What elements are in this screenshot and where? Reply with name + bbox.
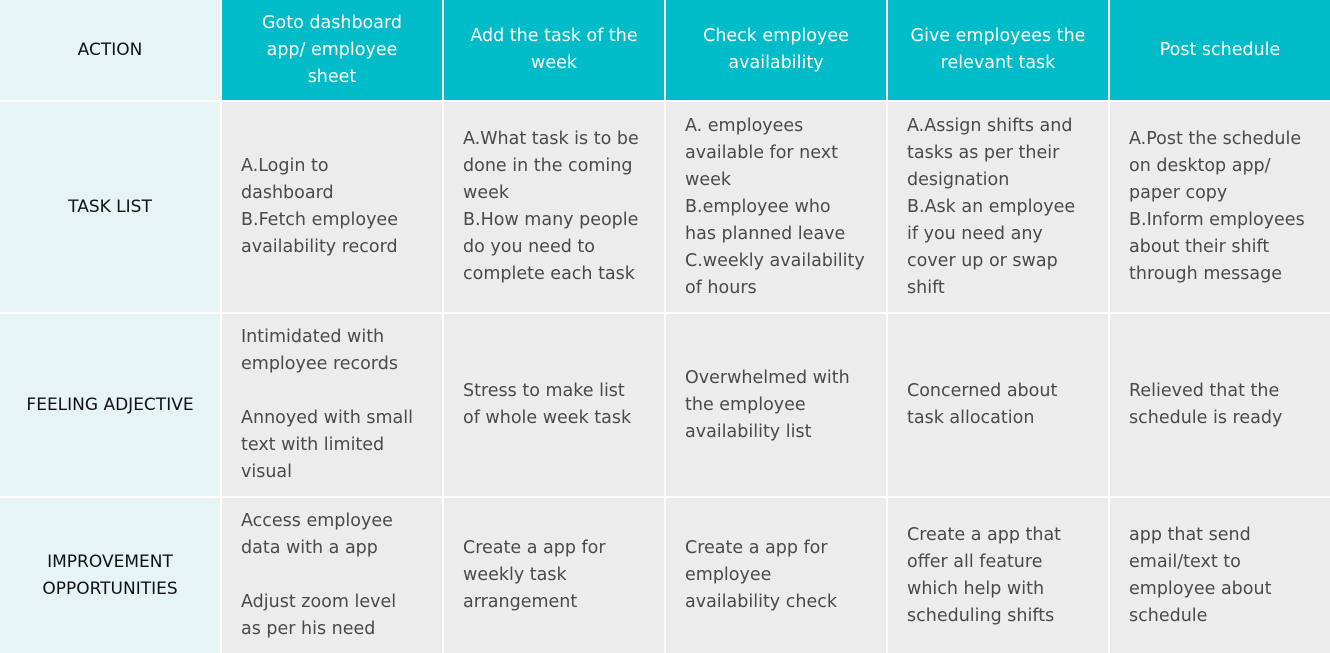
step-header-2: [444, 0, 664, 100]
step-header-line: relevant task: [940, 53, 1056, 73]
task-list-cell-2: [444, 102, 664, 312]
improvement-cell-2: [444, 498, 664, 653]
cell-line: paper copy: [1129, 183, 1228, 203]
feeling-cell-2: [444, 314, 664, 496]
row-label-action: [0, 0, 220, 100]
cell-line: tasks as per their: [907, 142, 1060, 163]
row-label-line: IMPROVEMENT: [47, 551, 173, 572]
step-header-line: Post schedule: [1159, 39, 1281, 60]
cell-line: weekly task: [463, 565, 567, 585]
row-label-line: FEELING ADJECTIVE: [26, 394, 194, 415]
step-header-line: app/ employee: [266, 39, 398, 60]
cell-line: the employee: [685, 394, 806, 415]
feeling-cell-4: [888, 314, 1108, 496]
cell-line: Create a app for: [463, 538, 606, 558]
step-header-line: Goto dashboard: [262, 12, 402, 33]
cell-line: Concerned about: [907, 381, 1058, 401]
cell-line: employee: [685, 565, 772, 585]
task-list-cell-1: [222, 102, 442, 312]
cell-line: A.Post the schedule: [1129, 129, 1302, 149]
cell-line: Intimidated with: [241, 327, 385, 347]
step-header-line: Add the task of the: [470, 26, 638, 46]
cell-line: B.Ask an employee: [907, 196, 1076, 217]
cell-line: through message: [1129, 264, 1282, 284]
cell-line: availability list: [685, 421, 812, 442]
cell-line: complete each task: [463, 264, 635, 284]
cell-line: Overwhelmed with: [685, 367, 850, 388]
cell-line: schedule is ready: [1129, 408, 1283, 428]
feeling-cell-1: [222, 314, 442, 496]
cell-line: Relieved that the: [1129, 381, 1280, 401]
cell-line: Create a app that: [907, 524, 1062, 545]
cell-line: employee records: [241, 354, 398, 374]
cell-line: Annoyed with small: [241, 408, 413, 428]
cell-line: B.Inform employees: [1129, 210, 1305, 230]
task-list-cell-3: [666, 102, 886, 312]
cell-line: available for next: [685, 142, 838, 163]
feeling-cell-5: [1110, 314, 1330, 496]
cell-line: app that send: [1129, 524, 1251, 545]
row-label-feeling-adjective: [0, 314, 220, 496]
row-label-line: OPPORTUNITIES: [42, 578, 178, 599]
step-header-5: [1110, 0, 1330, 100]
cell-line: schedule: [1129, 605, 1208, 626]
cell-line: A.Assign shifts and: [907, 115, 1073, 136]
row-label-action-text: ACTION: [77, 39, 143, 60]
improvement-cell-3: [666, 498, 886, 653]
cell-line: email/text to: [1129, 551, 1241, 572]
cell-line: text with limited: [241, 435, 385, 455]
improvement-cell-1: [222, 498, 442, 653]
cell-line: data with a app: [241, 538, 378, 558]
cell-line: A.Login to: [241, 156, 329, 176]
paragraph-gap: [241, 378, 413, 405]
cell-line: do you need to: [463, 237, 595, 257]
improvement-cell-5: [1110, 498, 1330, 653]
cell-line: Stress to make list: [463, 381, 625, 401]
cell-line: availability record: [241, 237, 398, 257]
cell-line: designation: [907, 169, 1010, 190]
cell-line: done in the coming: [463, 156, 633, 176]
cell-line: week: [685, 169, 731, 190]
cell-line: A. employees: [685, 115, 804, 136]
paragraph-gap: [241, 562, 396, 589]
cell-line: shift: [907, 277, 945, 298]
cell-line: B.Fetch employee: [241, 210, 398, 230]
step-header-1: [222, 0, 442, 100]
cell-line: employee about: [1129, 578, 1272, 599]
cell-line: of hours: [685, 277, 757, 298]
task-list-cell-5: [1110, 102, 1330, 312]
row-label-line: TASK LIST: [68, 196, 152, 217]
cell-line: Access employee: [241, 511, 393, 531]
cell-line: availability check: [685, 592, 837, 612]
cell-line: scheduling shifts: [907, 605, 1055, 626]
cell-line: B.How many people: [463, 210, 639, 230]
cell-line: week: [463, 183, 509, 203]
cell-line: Adjust zoom level: [241, 592, 397, 612]
step-header-line: sheet: [307, 66, 357, 87]
cell-line: cover up or swap: [907, 250, 1058, 271]
row-label-improvement-opportunities: [0, 498, 220, 653]
cell-line: task allocation: [907, 408, 1035, 428]
cell-line: visual: [241, 462, 293, 482]
row-label-task-list: [0, 102, 220, 312]
cell-line: A.What task is to be: [463, 129, 639, 149]
cell-line: which help with: [907, 578, 1045, 599]
step-header-4: [888, 0, 1108, 100]
step-header-line: availability: [728, 53, 824, 73]
cell-line: dashboard: [241, 183, 334, 203]
cell-line: offer all feature: [907, 551, 1043, 572]
task-list-cell-4: [888, 102, 1108, 312]
step-header-line: week: [531, 53, 577, 73]
cell-line: about their shift: [1129, 237, 1270, 257]
cell-line: arrangement: [463, 592, 578, 612]
cell-line: B.employee who: [685, 196, 831, 217]
feeling-cell-3: [666, 314, 886, 496]
cell-line: has planned leave: [685, 223, 846, 244]
step-header-line: Give employees the: [910, 26, 1086, 46]
improvement-cell-4: [888, 498, 1108, 653]
cell-line: if you need any: [907, 223, 1043, 244]
cell-line: on desktop app/: [1129, 156, 1271, 176]
step-header-line: Check employee: [703, 26, 849, 46]
cell-line: of whole week task: [463, 408, 632, 428]
cell-line: C.weekly availability: [685, 250, 865, 271]
step-header-3: [666, 0, 886, 100]
cell-line: Create a app for: [685, 538, 828, 558]
cell-line: as per his need: [241, 619, 376, 639]
